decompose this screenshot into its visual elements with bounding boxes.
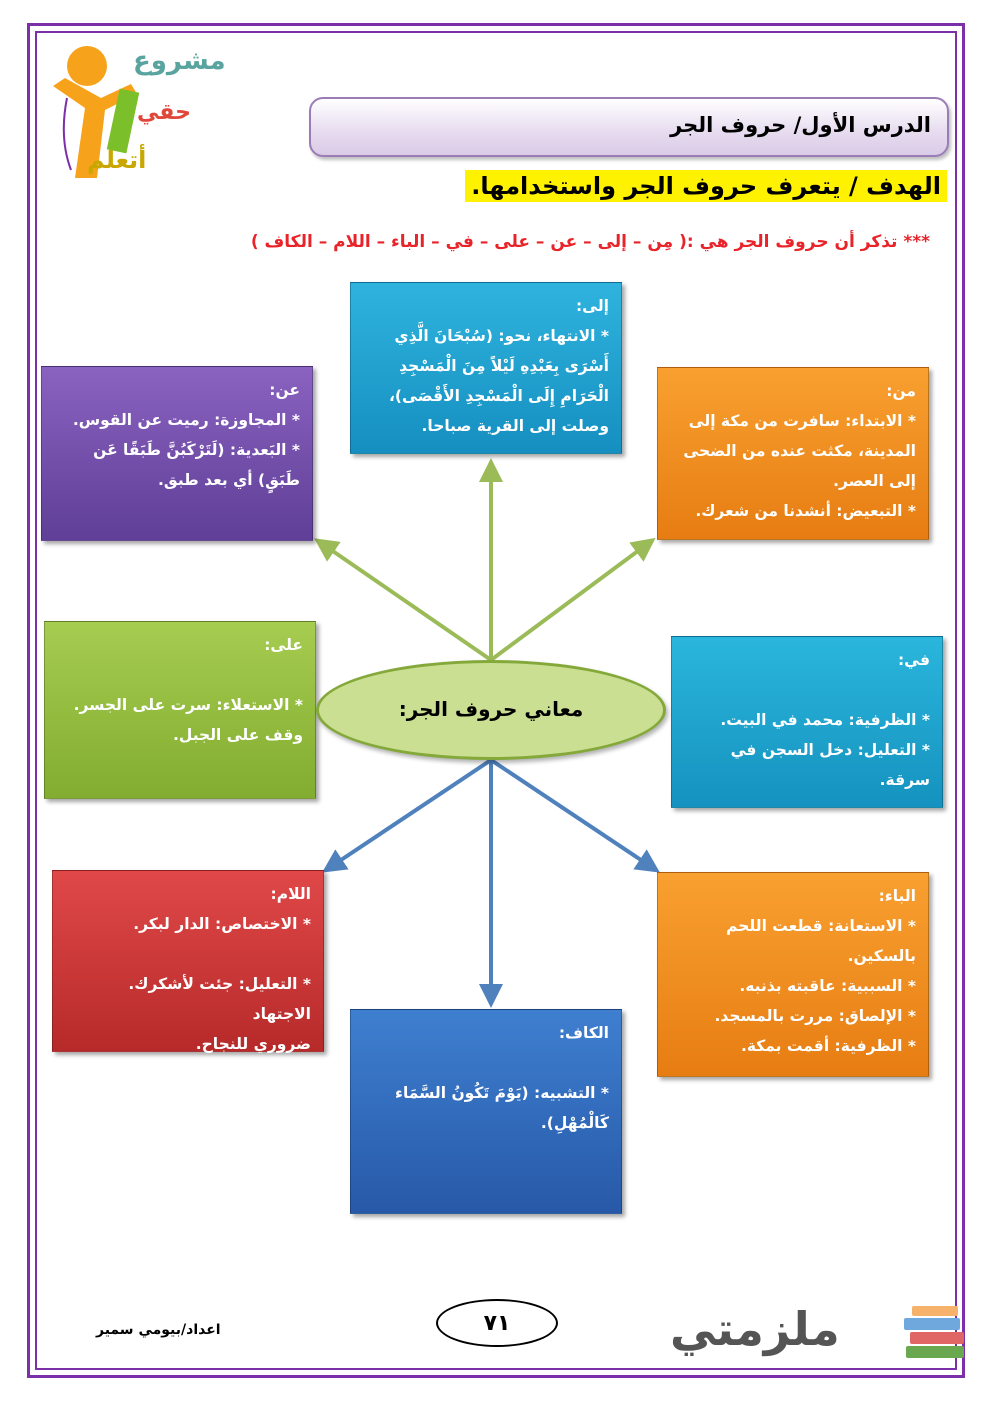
box-ba-line: * السببية: عاقبته بذنبه. (739, 977, 916, 995)
box-ila-line: وصلت إلى القرية صباحا. (421, 417, 609, 435)
box-ba-line: بالسكين. (847, 947, 916, 965)
arrow-to-min (491, 545, 646, 660)
box-kaf-heading: الكاف: (558, 1024, 609, 1042)
box-fi-line (684, 675, 930, 705)
box-lam (52, 870, 324, 1052)
box-fi (671, 636, 943, 808)
box-lam-line: * التعليل: جئت لأشكرك. الاجتهاد (128, 975, 311, 1023)
box-an-line: * المجاوزة: رميت عن القوس. (72, 411, 300, 429)
brand-logo (670, 1298, 970, 1378)
page-number-oval (436, 1299, 558, 1347)
box-ba-heading: الباء: (878, 887, 916, 905)
box-fi-line: * التعليل: دخل السجن في سرقة. (730, 741, 930, 789)
box-fi-line: * الظرفية: محمد في البيت. (720, 711, 930, 729)
box-ila-heading: إلى: (575, 297, 609, 315)
lesson-title: الدرس الأول/ حروف الجر (670, 113, 931, 137)
arrow-to-ba (491, 760, 650, 866)
box-ala-line: وقف على الجبل. (173, 726, 303, 744)
box-lam-line: ضروري للنجاح. (195, 1035, 311, 1053)
center-label: معاني حروف الجر: (398, 697, 584, 721)
remember-note: *** تذكر أن حروف الجر هي :( مِن – إلى – عن – على – في – الباء – اللام – الكاف ) (250, 232, 930, 252)
box-an-line: طَبَقٍ) أي بعد طبق. (158, 471, 300, 489)
author-credit: اعداد/بيومي سمير (96, 1322, 221, 1338)
books-icon (902, 1302, 972, 1372)
box-kaf (350, 1009, 622, 1214)
box-ba-line: * الإلصاق: مررت بالمسجد. (714, 1007, 916, 1025)
box-min-line: إلى العصر. (833, 472, 916, 490)
box-min-line: المدينة، مكثت عنده من الضحى (683, 442, 916, 460)
box-an (41, 366, 313, 541)
box-ba-line: * الظرفية: أقمت بمكة. (740, 1037, 916, 1055)
box-ila-line: أَسْرَى بِعَبْدِهِ لَيْلاً مِنَ الْمَسْجِدِ (399, 357, 609, 375)
box-min (657, 367, 929, 540)
logo-word-learn: أتعلم (87, 146, 147, 174)
box-ala (44, 621, 316, 799)
box-ala-line (57, 660, 303, 690)
box-lam-line (65, 939, 311, 969)
box-kaf-line (363, 1048, 609, 1078)
arrow-to-lam (332, 760, 491, 866)
box-min-heading: من: (886, 382, 916, 400)
box-ba (657, 872, 929, 1077)
box-ala-line: * الاستعلاء: سرت على الجسر. (73, 696, 303, 714)
box-ila (350, 282, 622, 454)
box-lam-line: * الاختصاص: الدار لبكر. (133, 915, 311, 933)
box-ba-line: * الاستعانة: قطعت اللحم (726, 917, 916, 935)
brand-word: ملزمتي (670, 1302, 840, 1356)
box-ila-line: * الانتهاء، نحو: (سُبْحَانَ الَّذِي (394, 327, 609, 345)
box-ila-line: الْحَرَامِ إِلَى الْمَسْجِدِ الأَقْصَى)، (389, 387, 609, 405)
box-an-line: * البَعدية: (لَتَرْكَبُنَّ طَبَقًا عَن (93, 441, 300, 459)
logo-word-haqqi: حقي (137, 100, 191, 125)
box-fi-heading: في: (897, 651, 930, 669)
box-kaf-line: كَالْمُهْلِ). (540, 1114, 609, 1132)
box-min-line: * التبعيض: أنشدنا من شعرك. (695, 502, 916, 520)
page-number: ٧١ (483, 1311, 511, 1336)
box-an-heading: عن: (269, 381, 300, 399)
arrow-to-an (324, 545, 491, 660)
box-min-line: * الابتداء: سافرت من مكة إلى (688, 412, 916, 430)
box-lam-heading: اللام: (270, 885, 311, 903)
center-ellipse (316, 660, 666, 760)
lesson-goal: الهدف / يتعرف حروف الجر واستخدامها. (465, 170, 947, 202)
box-kaf-line: * التشبيه: (يَوْمَ تَكُونُ السَّمَاء (395, 1084, 609, 1102)
logo-word-project: مشروع (133, 46, 226, 76)
box-ala-heading: على: (264, 636, 303, 654)
